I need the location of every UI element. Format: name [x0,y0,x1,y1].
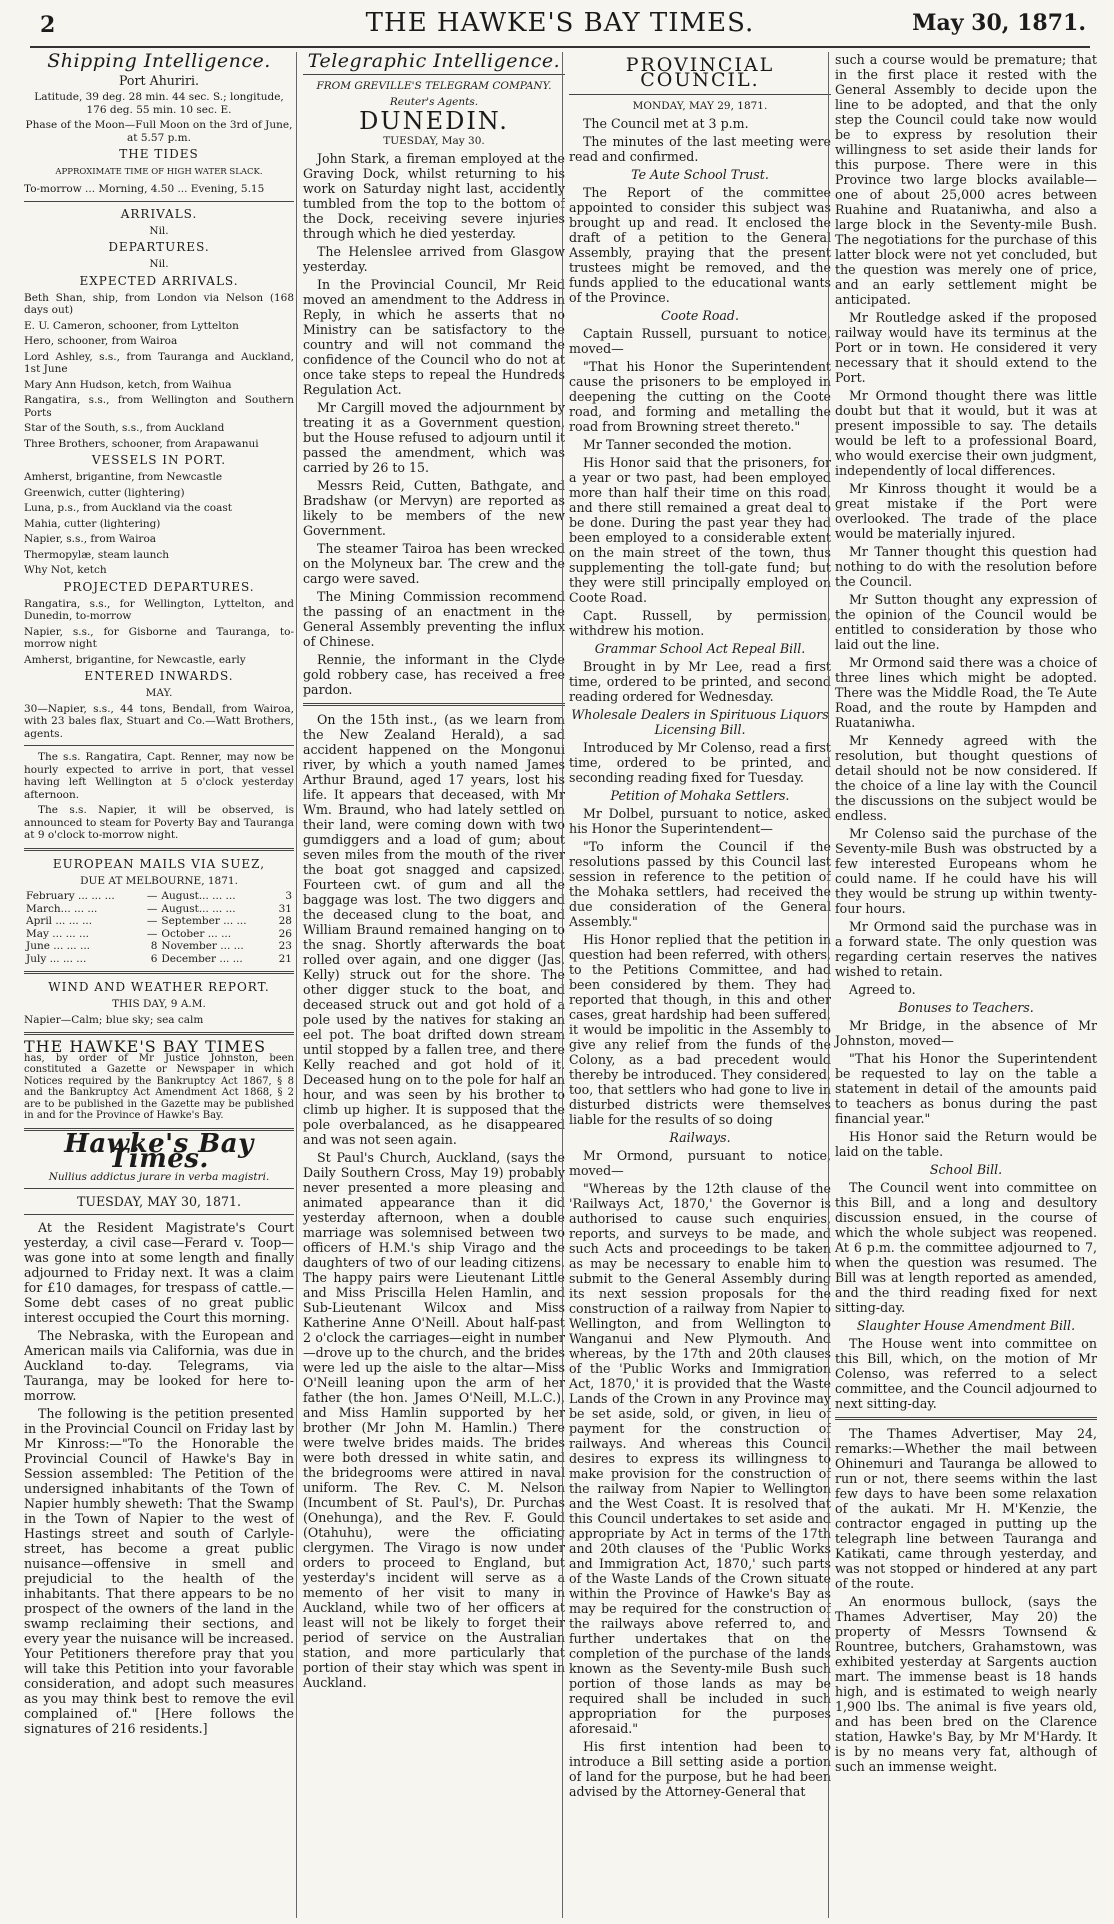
tides-subheading: APPROXIMATE TIME OF HIGH WATER SLACK. [55,167,263,177]
section-heading: Coote Road. [661,307,739,323]
divider [24,745,294,746]
article-paragraph: Mr Cargill moved the adjournment by treating it as a Government question, but the House refused to adjourn until it passed the amendment, which was carried by 26 to 15. [303,399,565,475]
article-paragraph: His Honor said the Return would be laid on the table. [835,1129,1097,1159]
masthead [30,6,1090,40]
article-paragraph: The minutes of the last meeting were read and confirmed. [569,133,831,164]
column-3 [562,52,831,1918]
section-heading: Bonuses to Teachers. [898,1000,1034,1015]
divider [24,971,294,974]
divider [24,201,294,202]
telegram-dateline: TUESDAY, May 30. [383,135,485,147]
table-cell: April ... ... ... [26,915,93,927]
gazette-notice-title: THE HAWKE'S BAY TIMES [24,1037,267,1056]
article-paragraph: The Nebraska, with the European and American mails via California, was due in Auckland to-day. Telegrams, via Tauranga, may be looked for here to-morrow. [24,1328,294,1403]
shipping-notice: The s.s. Napier, it will be observed, is announced to steam for Poverty Bay and Tauranga at 9 o'clock to-morrow night. [24,804,294,841]
table-cell: August... ... ... [161,890,236,902]
article-paragraph: Introduced by Mr Colenso, read a first time, ordered to be printed, and seconding reading fixed for Tuesday. [569,739,831,785]
table-cell: 28 [278,915,292,927]
table-cell: 26 [278,927,292,940]
port-name: Port Ahuriri. [118,73,200,88]
table-cell: 21 [278,952,292,965]
article-paragraph: "Whereas by the 12th clause of the 'Railways Act, 1870,' the Governor is authorised to cause such enquiries, reports, and surveys to be made, and such Acts and proceedings to be taken as may be necessary to enable him to submit to the General Assembly during its next session proposals for the construction of a railway from Napier to Wellington, and from Wellington to Wanganui and New Plymouth. And whereas, by the 17th and 20th clauses of the 'Public Works and Immigration Act, 1870,' it is provided that the Waste Lands of the Crown in any Province may be set aside, sold, or given, in lieu of payment for the construction of railways. And whereas this Council desires to express its willingness to make provision for the construction of the railway from Napier to Wellington and the West Coast. It is resolved that this Council undertakes to set aside and appropriate by Act in terms of the 17th and 20th clauses of the 'Public Works and Immigration Act, 1870,' such parts of the Waste Lands of the Crown situate within the Province of Hawke's Bay as may be required for the construction of the railways above referred to, and further undertakes that on the completion of the purchase of the lands known as the Seventy-mile Bush such portion of those lands as may be required shall be included in such appropriation for the purposes aforesaid." [569,1180,831,1736]
article-paragraph: The Council went into committee on this Bill, and a long and desultory discussion ensued, in the course of which the whole subject was reopened. At 6 p.m. the committee adjourned to 7, when the question was resumed. The Bill was at length reported as amended, and the third reading fixed for next sitting-day. [835,1180,1097,1315]
article-paragraph: Captain Russell, pursuant to notice, moved— [569,325,831,356]
shipping-notice: The s.s. Rangatira, Capt. Renner, may now be hourly expected to arrive in port, that vessel having left Wellington at 5 o'clock yesterday afternoon. [24,751,294,801]
arrivals-nil: Nil. [149,224,169,237]
list-item: E. U. Cameron, schooner, from Lyttelton [24,319,239,332]
list-item: Beth Shan, ship, from London via Nelson (168 days out) [24,291,294,316]
article-paragraph: Mr Tanner thought this question had nothing to do with the resolution before the Council. [835,544,1097,589]
section-heading: Grammar School Act Repeal Bill. [594,640,806,656]
arrivals-heading: ARRIVALS. [120,206,198,221]
article-paragraph: The steamer Tairoa has been wrecked on the Molyneux bar. The crew and the cargo were saved. [303,540,565,586]
list-item: Hero, schooner, from Wairoa [24,335,178,347]
section-heading: Slaughter House Amendment Bill. [856,1318,1076,1333]
newspaper-title: THE HAWKE'S BAY TIMES. [365,8,755,38]
table-row [24,915,294,928]
article-paragraph: "That his Honor the Superintendent be requested to lay on the table a statement in detail of the amounts paid to teachers as bonus during the past financial year." [835,1051,1097,1126]
table-cell: February ... ... ... [26,890,115,902]
list-item: Greenwich, cutter (lightering) [24,486,185,499]
table-row [24,903,294,916]
divider [24,1032,294,1035]
table-cell: September ... ... [161,915,247,927]
council-heading: PROVINCIAL COUNCIL. [625,54,775,91]
section-heading: Te Aute School Trust. [631,166,769,182]
article-paragraph: "That his Honor the Superintendent cause the prisoners to be employed in deepening the cutting on the Coote road, and forming and metalling the road from Browning street thereto." [569,358,831,434]
table-cell: — [146,927,158,940]
divider [835,1417,1097,1420]
mails-heading: EUROPEAN MAILS VIA SUEZ, [52,856,266,871]
in-port-heading: VESSELS IN PORT. [91,453,227,467]
list-item: Star of the South, s.s., from Auckland [24,422,225,434]
divider [24,848,294,851]
divider [24,1188,294,1189]
table-cell: — [146,902,158,915]
list-item: Lord Ashley, s.s., from Tauranga and Auckland, 1st June [24,350,294,375]
article-paragraph: Capt. Russell, by permission, withdrew his motion. [569,607,831,638]
issue-date: May 30, 1871. [912,10,1086,36]
departures-nil: Nil. [149,258,169,270]
article-paragraph: At the Resident Magistrate's Court yesterday, a civil case—Ferard v. Toop—was gone into at some length and finally adjourned to Friday next. It was a claim for £10 damages, for trespass of cattle.—Some debt cases of no great public interest occupied the Court this morning. [24,1220,294,1325]
table-cell: 6 [150,952,158,965]
article-paragraph: Rennie, the informant in the Clyde gold robbery case, has received a free pardon. [303,651,565,697]
list-item: Amherst, brigantine, from Newcastle [24,471,223,483]
expected-heading: EXPECTED ARRIVALS. [79,273,239,288]
article-paragraph: The Report of the committee appointed to consider this subject was brought up and read. It enclosed the draft of a petition to the General Assembly, praying that the present trustees might be removed, and the funds applied to the educational wants of the Province. [569,184,831,305]
article-paragraph: Mr Ormond, pursuant to notice, moved— [569,1147,831,1178]
tides-line: To-morrow ... Morning, 4.50 ... Evening, 5.15 [24,183,265,195]
weather-line: Napier—Calm; blue sky; sea calm [24,1013,204,1026]
list-item: Napier, s.s., for Gisborne and Tauranga, to-morrow night [24,625,294,650]
article-paragraph: On the 15th inst., (as we learn from the New Zealand Herald), a sad accident happened on the Mongonui river, by which a youth named James Arthur Braund, aged 17 years, lost his life. It appears that deceased, with Mr Wm. Braund, who had lately settled on their land, were coming down with two gumdiggers and a load of gum; about seven miles from the mouth of the river the boat got snagged and capsized. Fourteen cwt. of gum and all the baggage was lost. The two diggers and the deceased clung to the boat, and William Braund remained hanging on to the snag. Shortly afterwards the boat rolled over again, and one digger (Jas. Kelly) struck out for the shore. The other digger stuck to the boat, and deceased struck out and got hold of a pole used by the natives for staking an eel pot. The boat drifted down stream until stopped by a fallen tree, and there Kelly reached and got hold of it. Deceased hung on to the pole for half an hour, and was seen by his brother to climb up higher. It is supposed that the pole overbalanced, as he disappeared and was not seen again. [303,711,565,1147]
council-dateline: MONDAY, MAY 29, 1871. [632,100,768,112]
list-item: Luna, p.s., from Auckland via the coast [24,502,232,514]
gazette-notice-text: has, by order of Mr Justice Johnston, been constituted a Gazette or Newspaper in which Notices required by the Bankruptcy Act 1867, § 8 and the Bankruptcy Act Amendment Act 1868, § 2 are to be published in the Gazette may be published in and for the Province of Hawke's Bay. [24,1052,294,1121]
divider [303,74,565,75]
column-1 [24,52,294,1918]
weather-heading: WIND AND WEATHER REPORT. [48,980,270,994]
table-row [24,890,294,903]
table-cell: June ... ... ... [26,940,90,952]
telegram-source: FROM GREVILLE'S TELEGRAM COMPANY. [316,80,552,92]
entered-heading: ENTERED INWARDS. [84,669,234,683]
column-2 [296,52,565,1918]
entered-month: MAY. [145,687,173,699]
article-paragraph: The Council met at 3 p.m. [583,115,749,131]
article-paragraph: Mr Ormond said there was a choice of three lines which might be adopted. There was the Middle Road, the Te Aute Road, and the route by Hampden and Ruataniwha. [835,655,1097,730]
table-cell: May ... ... ... [26,927,89,940]
article-paragraph: Mr Colenso said the purchase of the Seventy-mile Bush was obstructed by a few interested Europeans whom he could name. If he could have his will they would be strung up within twenty-four hours. [835,826,1097,916]
table-cell: 31 [278,902,292,915]
latitude-line: Latitude, 39 deg. 28 min. 44 sec. S.; longitude, 176 deg. 55 min. 10 sec. E. [34,91,284,116]
article-paragraph: The Thames Advertiser, May 24, remarks:—Whether the mail between Ohinemuri and Tauranga be allowed to run or not, there seems within the last few days to have been some relaxation of the aukati. Mr H. M'Kenzie, the contractor engaged in putting up the telegraph line between Tauranga and Katikati, came through yesterday, and was not stopped or hindered at any part of the route. [835,1426,1097,1591]
article-paragraph: Brought in by Mr Lee, read a first time, ordered to be printed, and second reading ordered for Wednesday. [569,658,831,704]
article-paragraph: Mr Routledge asked if the proposed railway would have its terminus at the Port or in town. He considered it very necessary that it should extend to the Port. [835,310,1097,385]
projected-heading: PROJECTED DEPARTURES. [63,579,255,594]
table-cell: August... ... ... [161,902,236,915]
list-item: Rangatira, s.s., from Wellington and Southern Ports [24,394,294,419]
column-4 [828,52,1097,1918]
divider [303,703,565,706]
list-item: Napier, s.s., from Wairoa [24,533,157,545]
article-paragraph: Mr Dolbel, pursuant to notice, asked his Honor the Superintendent— [569,805,831,836]
section-heading: Wholesale Dealers in Spirituous Liquors Licensing Bill. [571,706,829,737]
article-paragraph: The following is the petition presented in the Provincial Council on Friday last by Mr Kinross:—"To the Honorable the Provincial Council of Hawke's Bay in Session assembled: The Petition of the undersigned inhabitants of the Town of Napier humbly sheweth: That the Swamp in the Town of Napier to the west of Hastings street and south of Carlyle-street, has become a great public nuisance—offensive in smell and prejudicial to the health of the inhabitants. That there appears to be no prospect of the owners of the land in the swamp reclaiming their sections, and every year the nuisance will be increased. Your Petitioners therefore pray that you will take this Petition into your favorable consideration, and adopt such measures as you may think best to remove the evil complained of." [Here follows the signatures of 216 residents.] [24,1406,294,1736]
telegram-agents: Reuter's Agents. [389,95,479,108]
table-cell: November ... ... [161,940,244,952]
table-cell: July ... ... ... [26,952,87,965]
article-paragraph: Mr Kennedy agreed with the resolution, but thought questions of detail should not be now considered. If the choice of a line lay with the Council the discussions on the subject would be endless. [835,733,1097,823]
article-paragraph: Mr Bridge, in the absence of Mr Johnston, moved— [835,1018,1097,1048]
table-cell: March... ... ... [26,902,98,915]
article-paragraph: St Paul's Church, Auckland, (says the Daily Southern Cross, May 19) probably never presented a more pleasing and animated appearance than it did yesterday afternoon, when a double marriage was solemnised between two officers of H.M.'s ship Virago and the daughters of two of our leading citizens. The happy pairs were Lieutenant Little and Miss Priscilla Helen Hamlin, and Sub-Lieutenant Wilcox and Miss Katherine Anne O'Neill. About half-past 2 o'clock the carriages—eight in number—drove up to the church, and the brides were led up the aisle to the altar—Miss O'Neill leaning upon the arm of her father (the hon. James O'Neill, M.L.C.), and Miss Hamlin supported by her brother (Mr John M. Hamlin.) There were twelve brides maids. The brides were both dressed in white satin, and the bridegrooms were attired in naval uniform. The Rev. C. M. Nelson (Incumbent of St. Paul's), Dr. Purchas (Onehunga), and the Rev. F. Gould (Otahuhu), were the officiating clergymen. The Virago is now under orders to proceed to England, but yesterday's incident will serve as a memento of her visit to many in Auckland, while two of her officers at least will not be likely to forget their period of service on the Australian station, and more particularly that portion of their stay which was spent in Auckland. [303,1149,565,1690]
telegraphic-heading: Telegraphic Intelligence. [307,52,561,72]
article-paragraph: Mr Ormond said the purchase was in a forward state. The only question was regarding certain reserves the natives wished to retain. [835,919,1097,979]
table-row [24,928,294,941]
article-paragraph: In the Provincial Council, Mr Reid moved an amendment to the Address in Reply, in which he asserts that no Ministry can be satisfactory to the country and will not command the confidence of the Council who do not at once take steps to repeal the Hundreds Regulation Act. [303,276,565,397]
divider [24,1214,294,1215]
list-item: Mary Ann Hudson, ketch, from Waihua [24,378,232,391]
paper-motto: Nullius addictus jurare in verba magistri. [48,1170,270,1183]
section-heading: Railways. [669,1129,731,1145]
table-cell: December ... ... [161,952,243,965]
article-paragraph: "To inform the Council if the resolutions passed by this Council last session in reference to the petition of the Mohaka settlers, had received the due consideration of the General Assembly." [569,838,831,929]
article-paragraph: such a course would be premature; that in the first place it rested with the General Assembly to decide upon the line to be adopted, and that the only step the Council could take now would be to express by resolution their willingness to set aside their lands for this purpose. There were in this Province two large blocks available—one of about 25,000 acres between Ruahine and Ruataniwha, and also a large block in the Seventy-mile Bush. The negotiations for the purchase of this latter block were not yet concluded, but the question was merely one of price, and an early settlement might be anticipated. [835,52,1097,307]
article-paragraph: Mr Tanner seconded the motion. [583,436,792,452]
shipping-heading: Shipping Intelligence. [47,52,271,72]
section-heading: Petition of Mohaka Settlers. [610,787,790,803]
departures-heading: DEPARTURES. [108,240,210,254]
list-item: Thermopylæ, steam launch [24,548,169,561]
city-heading: DUNEDIN. [359,107,509,135]
list-item: Mahia, cutter (lightering) [24,517,161,530]
masthead-rule [30,46,1090,48]
divider [569,94,831,95]
list-item: Why Not, ketch [24,564,107,576]
article-paragraph: His Honor replied that the petition in question had been referred, with others, to the Petitions Committee, and had been considered by them. They had reported that though, in this and other cases, great hardship had been suffered, it would be impolitic in the Assembly to give any relief from the funds of the Colony, as a bad precedent would thereby be introduced. They considered, too, that settlers who had gone to live in disturbed districts were themselves liable for the results of so doing [569,931,831,1127]
article-paragraph: The Mining Commission recommend the passing of an enactment in the General Assembly preventing the influx of Chinese. [303,588,565,649]
table-cell: October ... ... [161,927,232,940]
table-row [24,940,294,953]
table-row [24,953,294,966]
article-paragraph: His Honor said that the prisoners, for a year or two past, had been employed more than half their time on this road, and there still remained a great deal to be done. During the past year they had been employed to a considerable extent on the main street of the town, thus supplementing the toll-gate fund; but they were still principally employed on Coote Road. [569,454,831,605]
weather-subheading: THIS DAY, 9 A.M. [112,998,206,1010]
tides-heading: THE TIDES [119,147,199,161]
article-paragraph: An enormous bullock, (says the Thames Advertiser, May 20) the property of Messrs Townsend & Rountree, butchers, Grahamstown, was exhibited yesterday at Sargents auction mart. The immense beast is 18 hands high, and is estimated to weigh nearly 1,900 lbs. The animal is five years old, and has been bred on the Clarence station, Hawke's Bay, by Mr M'Hardy. It is by no means very fat, although of such an immense weight. [835,1594,1097,1774]
article-paragraph: Mr Ormond thought there was little doubt but that it would, but it was at present impossible to say. The details would be left to a professional Board, who would exercise their own judgment, independently of local differences. [835,388,1097,478]
entered-text: 30—Napier, s.s., 44 tons, Bendall, from Wairoa, with 23 bales flax, Stuart and Co.—Watt Brothers, agents. [24,702,294,740]
mails-table [24,890,294,965]
article-paragraph: Agreed to. [849,982,916,997]
table-cell: — [146,915,158,927]
table-cell: 23 [278,940,292,952]
article-paragraph: The Helenslee arrived from Glasgow yesterday. [303,243,565,274]
list-item: Rangatira, s.s., for Wellington, Lyttelton, and Dunedin, to-morrow [24,597,294,622]
gazette-notice [24,1037,294,1122]
article-paragraph: Mr Kinross thought it would be a great mistake if the Port were overlooked. The trade of the place would be materially injured. [835,481,1097,541]
table-cell: 3 [285,890,292,902]
article-paragraph: Messrs Reid, Cutten, Bathgate, and Bradshaw (or Mervyn) are reported as likely to be members of the new Government. [303,477,565,538]
list-item: Three Brothers, schooner, from Arapawanui [24,437,259,450]
paper-title: Hawke's Bay Times. [64,1128,254,1174]
section-heading: School Bill. [929,1162,1003,1177]
moon-phase: Phase of the Moon—Full Moon on the 3rd of June, at 5.57 p.m. [25,119,293,144]
mails-subheading: DUE AT MELBOURNE, 1871. [80,874,238,887]
list-item: Amherst, brigantine, for Newcastle, early [24,653,246,666]
date-line: TUESDAY, MAY 30, 1871. [76,1194,242,1209]
article-paragraph: Mr Sutton thought any expression of the opinion of the Council would be entitled to consideration by those who laid out the line. [835,592,1097,652]
table-cell: — [146,890,158,902]
article-paragraph: His first intention had been to introduce a Bill setting aside a portion of land for the purpose, but he had been advised by the Attorney-General that [569,1738,831,1799]
article-paragraph: The House went into committee on this Bill, which, on the motion of Mr Colenso, was referred to a select committee, and the Council adjourned to next sitting-day. [835,1336,1097,1411]
page-number: 2 [40,12,56,38]
article-paragraph: John Stark, a fireman employed at the Graving Dock, whilst returning to his work on Saturday night last, accidently tumbled from the top to the bottom of the Dock, receiving severe injuries through which he died yesterday. [303,150,565,241]
table-cell: 8 [150,940,158,952]
